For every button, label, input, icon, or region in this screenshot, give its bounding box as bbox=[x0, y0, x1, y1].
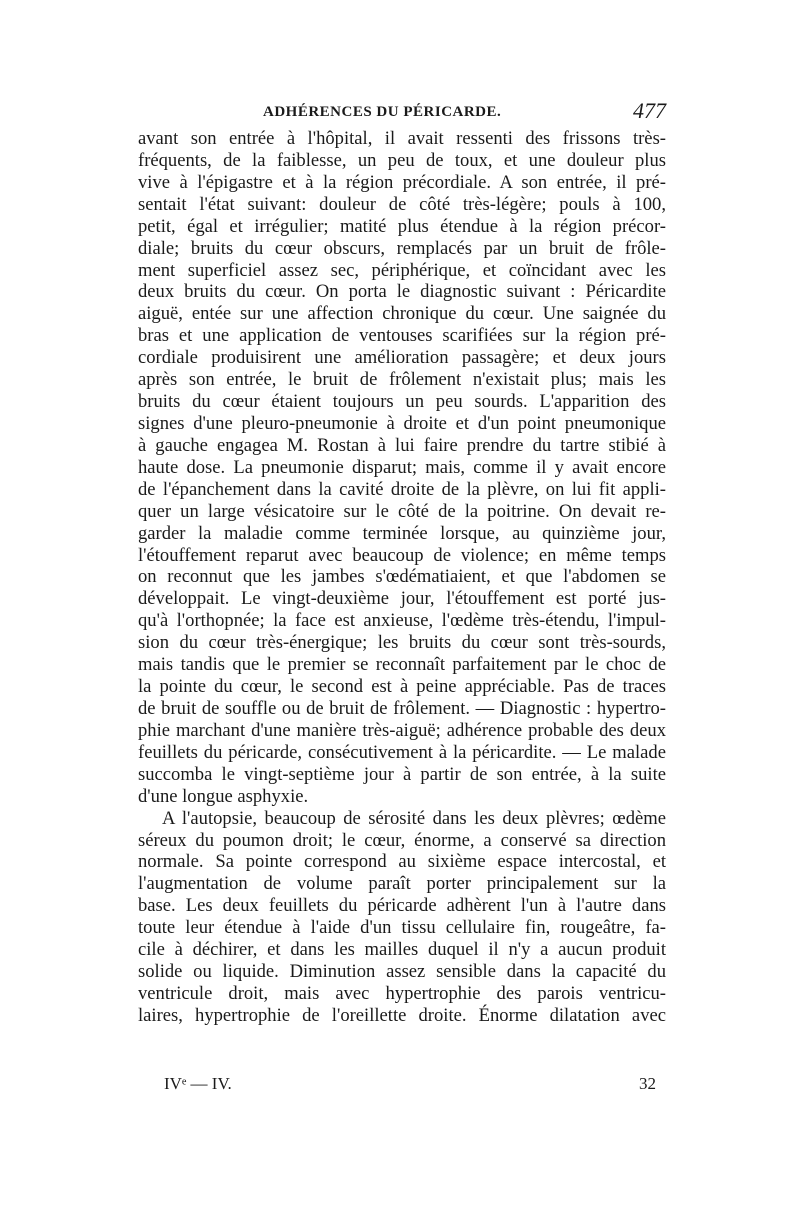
page-footer bbox=[138, 1074, 666, 1098]
text-line: diale; bruits du cœur obscurs, remplacés par un bruit de frôle- bbox=[138, 237, 666, 259]
text-line: aiguë, entée sur une affection chronique du cœur. Une saignée du bbox=[138, 303, 666, 325]
text-line: quer un large vésicatoire sur le côté de la poitrine. On devait re- bbox=[138, 500, 666, 522]
running-title: ADHÉRENCES DU PÉRICARDE. bbox=[263, 104, 502, 120]
text-line: solide ou liquide. Diminution assez sensible dans la capacité du bbox=[138, 961, 666, 983]
body-text bbox=[138, 128, 666, 1027]
text-line: ment superficiel assez sec, périphérique, et coïncidant avec les bbox=[138, 259, 666, 281]
text-line: on reconnut que les jambes s'œdématiaient, et que l'abdomen se bbox=[138, 566, 666, 588]
sheet-number: 32 bbox=[639, 1074, 656, 1093]
text-line: l'augmentation de volume paraît porter principalement sur la bbox=[138, 873, 666, 895]
text-line: bruits du cœur étaient toujours un peu sourds. L'apparition des bbox=[138, 391, 666, 413]
text-line: petit, égal et irrégulier; matité plus étendue à la région précor- bbox=[138, 215, 666, 237]
text-line: bras et une application de ventouses scarifiées sur la région pré- bbox=[138, 325, 666, 347]
text-line: signes d'une pleuro-pneumonie à droite et d'un point pneumonique bbox=[138, 412, 666, 434]
text-line: haute dose. La pneumonie disparut; mais, comme il y avait encore bbox=[138, 456, 666, 478]
text-line: de bruit de souffle ou de bruit de frôlement. — Diagnostic : hypertro- bbox=[138, 697, 666, 719]
text-line: sion du cœur très-énergique; les bruits du cœur sont très-sourds, bbox=[138, 632, 666, 654]
text-line: cile à déchirer, et dans les mailles duquel il n'y a aucun produit bbox=[138, 939, 666, 961]
text-line: à gauche engagea M. Rostan à lui faire prendre du tartre stibié à bbox=[138, 434, 666, 456]
text-line: A l'autopsie, beaucoup de sérosité dans les deux plèvres; œdème bbox=[162, 807, 666, 829]
text-line: garder la maladie comme terminée lorsque, au quinzième jour, bbox=[138, 522, 666, 544]
text-line: qu'à l'orthopnée; la face est anxieuse, l'œdème très-étendu, l'impul- bbox=[138, 610, 666, 632]
text-line: vive à l'épigastre et à la région précordiale. A son entrée, il pré- bbox=[138, 171, 666, 193]
text-line: base. Les deux feuillets du péricarde adhèrent l'un à l'autre dans bbox=[138, 895, 666, 917]
text-line: deux bruits du cœur. On porta le diagnostic suivant : Péricardite bbox=[138, 281, 666, 303]
text-line: de l'épanchement dans la cavité droite de la plèvre, on lui fit appli- bbox=[138, 478, 666, 500]
text-line: d'une longue asphyxie. bbox=[138, 785, 309, 807]
text-line: fréquents, de la faiblesse, un peu de toux, et une douleur plus bbox=[138, 149, 666, 171]
text-line: normale. Sa pointe correspond au sixième espace intercostal, et bbox=[138, 851, 666, 873]
text-line: après son entrée, le bruit de frôlement n'existait plus; mais les bbox=[138, 369, 666, 391]
page-number: 477 bbox=[633, 98, 666, 123]
signature-mark: IVᵉ — IV. bbox=[164, 1074, 232, 1093]
text-line: succomba le vingt-septième jour à partir de son entrée, à la suite bbox=[138, 763, 666, 785]
text-line: ventricule droit, mais avec hypertrophie des parois ventricu- bbox=[138, 982, 666, 1004]
text-line: cordiale produisirent une amélioration passagère; et deux jours bbox=[138, 347, 666, 369]
text-line: séreux du poumon droit; le cœur, énorme, a conservé sa direction bbox=[138, 829, 666, 851]
text-line: sentait l'état suivant: douleur de côté très-légère; pouls à 100, bbox=[138, 193, 666, 215]
text-line: laires, hypertrophie de l'oreillette droite. Énorme dilatation avec bbox=[138, 1004, 666, 1026]
text-line: la pointe du cœur, le second est à peine appréciable. Pas de traces bbox=[138, 676, 666, 698]
text-line: toute leur étendue à l'aide d'un tissu cellulaire fin, rougeâtre, fa- bbox=[138, 917, 666, 939]
text-line: phie marchant d'une manière très-aiguë; adhérence probable des deux bbox=[138, 719, 666, 741]
text-line: mais tandis que le premier se reconnaît parfaitement par le choc de bbox=[138, 654, 666, 676]
text-line: feuillets du péricarde, consécutivement à la péricardite. — Le malade bbox=[138, 741, 666, 763]
text-line: développait. Le vingt-deuxième jour, l'étouffement est porté jus- bbox=[138, 588, 666, 610]
page-header bbox=[138, 98, 666, 126]
text-line: avant son entrée à l'hôpital, il avait ressenti des frissons très- bbox=[138, 128, 666, 149]
text-line: l'étouffement reparut avec beaucoup de violence; en même temps bbox=[138, 544, 666, 566]
